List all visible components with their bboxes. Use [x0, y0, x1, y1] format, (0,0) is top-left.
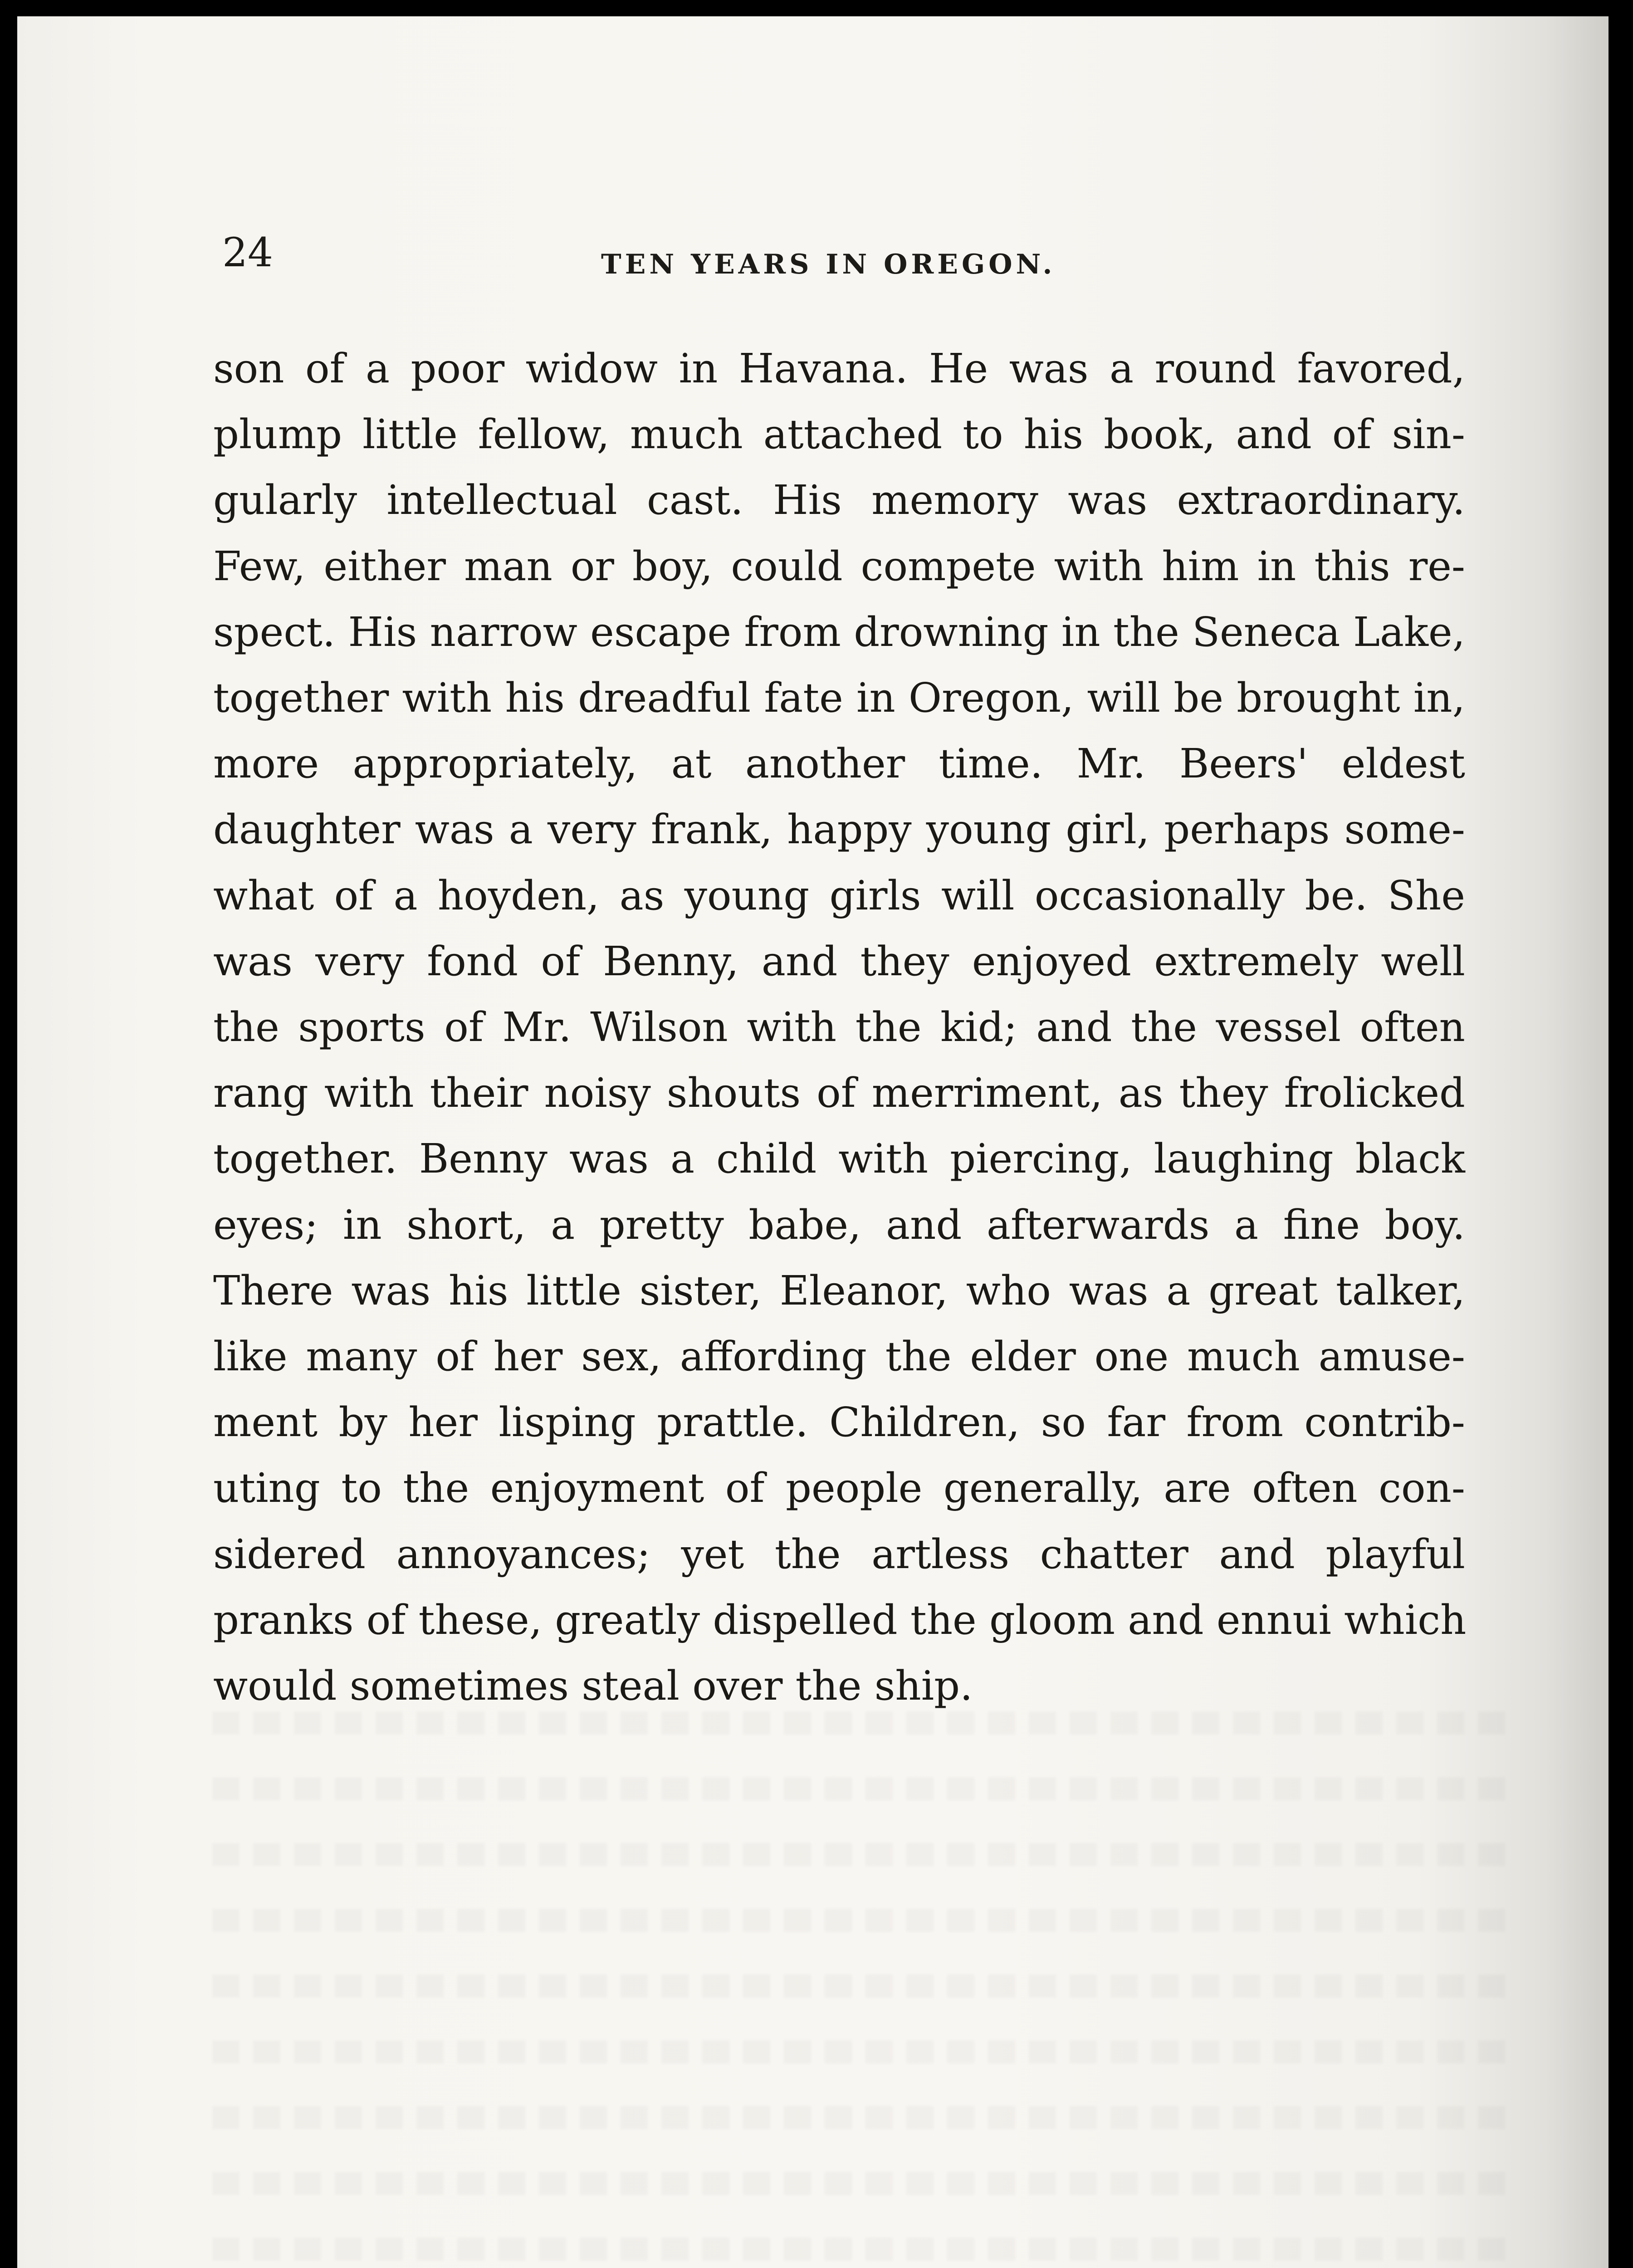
show-through-text	[212, 1690, 1505, 2268]
text-line: daughter was a very frank, happy young girl, perhaps some-	[213, 806, 1465, 853]
text-line: son of a poor widow in Havana. He was a round favored,	[213, 345, 1465, 392]
text-line: sidered annoyances; yet the artless chatter and playful	[213, 1530, 1465, 1578]
text-line: together with his dreadful fate in Oregon, will be brought in,	[213, 674, 1465, 722]
text-line: plump little fellow, much attached to his book, and of sin-	[213, 411, 1465, 458]
text-line: would sometimes steal over the ship.	[213, 1662, 973, 1710]
text-line: rang with their noisy shouts of merriment, as they frolicked	[213, 1069, 1465, 1117]
running-title: TEN YEARS IN OREGON.	[601, 249, 1056, 280]
text-line: more appropriately, at another time. Mr. Beers' eldest	[213, 740, 1465, 787]
text-line: the sports of Mr. Wilson with the kid; and the vessel often	[213, 1003, 1465, 1051]
text-line: what of a hoyden, as young girls will occasionally be. She	[213, 871, 1465, 919]
text-line: spect. His narrow escape from drowning in the Seneca Lake,	[213, 608, 1465, 655]
text-line: uting to the enjoyment of people generally, are often con-	[213, 1464, 1465, 1512]
text-line: like many of her sex, affording the elder one much amuse-	[213, 1333, 1465, 1380]
text-line: together. Benny was a child with piercing, laughing black	[213, 1135, 1465, 1183]
text-line: eyes; in short, a pretty babe, and afterwards a fine boy.	[213, 1201, 1465, 1248]
text-line: was very fond of Benny, and they enjoyed extremely well	[213, 937, 1465, 985]
text-line: There was his little sister, Eleanor, who was a great talker,	[213, 1266, 1465, 1314]
text-line: pranks of these, greatly dispelled the gloom and ennui which	[213, 1596, 1467, 1643]
page-number: 24	[222, 229, 273, 276]
text-line: ment by her lisping prattle. Children, so far from contrib-	[213, 1398, 1465, 1446]
text-line: gularly intellectual cast. His memory was extraordinary.	[213, 476, 1465, 524]
text-line: Few, either man or boy, could compete with him in this re-	[213, 542, 1465, 590]
body-text	[213, 336, 1465, 1719]
